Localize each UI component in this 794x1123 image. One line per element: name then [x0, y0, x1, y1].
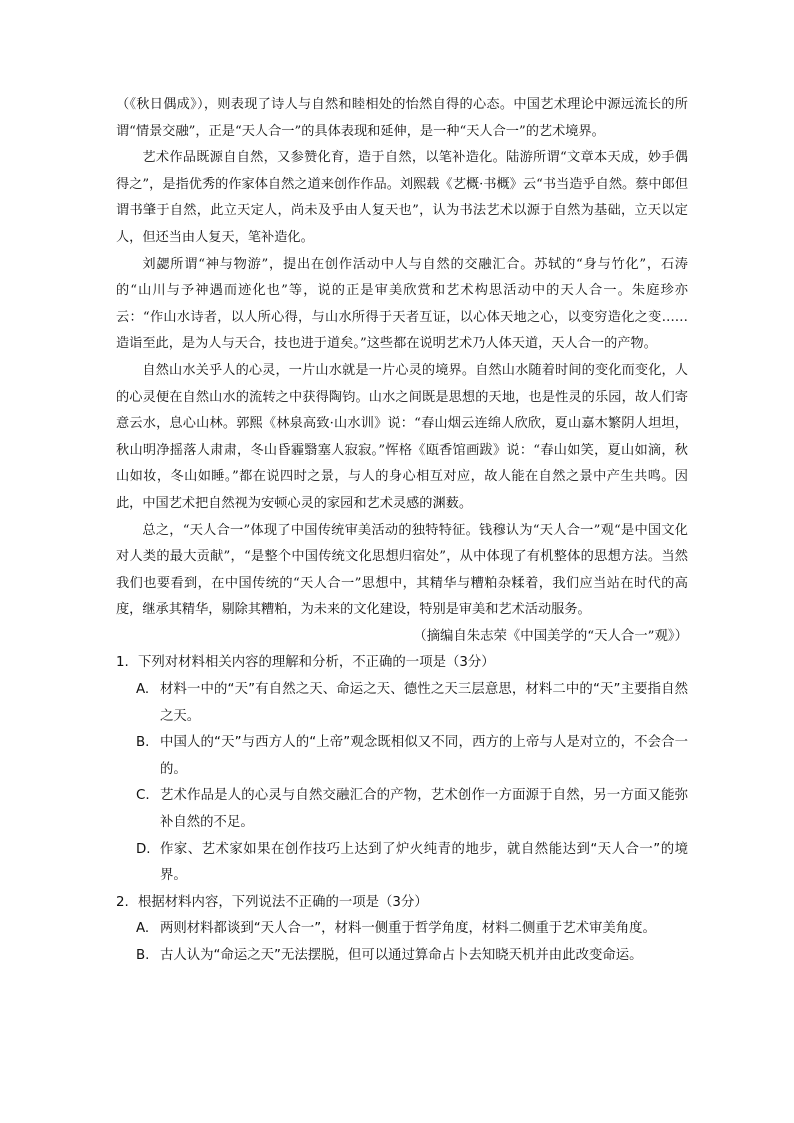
option-a	[116, 916, 688, 943]
option-text: 作家、艺术家如果在创作技巧上达到了炉火纯青的地步，就自然能达到“天人合一”的境界。	[160, 841, 688, 884]
option-letter: D.	[136, 841, 151, 857]
question-text: 下列对材料相关内容的理解和分析，不正确的一项是（3分）	[138, 655, 495, 671]
option-a	[116, 677, 688, 730]
passage-paragraph: 艺术作品既源自自然，又参赞化育，造于自然，以笔补造化。陆游所谓“文章本天成，妙手偶得之”，是指优秀的作家体自然之道来创作作品。刘熙载《艺概·书概》云“书当造乎自然。蔡中郎但谓书肇于自然，此立天定人，尚未及乎由人复天也”，认为书法艺术以源于自然为基础，立天以定人，但还当由人复天，笔补造化。	[116, 150, 688, 245]
option-letter: A.	[136, 682, 150, 698]
option-list	[116, 916, 688, 969]
option-d	[116, 837, 688, 890]
option-text: 中国人的“天”与西方人的“上帝”观念既相似又不同，西方的上帝与人是对立的，不会合一的。	[160, 735, 688, 777]
question-1	[116, 650, 688, 889]
option-text: 两则材料都谈到“天人合一”，材料一侧重于哲学角度，材料二侧重于艺术审美角度。	[160, 921, 656, 937]
option-letter: C.	[136, 788, 150, 804]
option-letter: A.	[136, 921, 150, 937]
option-list	[116, 677, 688, 890]
passage-paragraph: 自然山水关乎人的心灵，一片山水就是一片心灵的境界。自然山水随着时间的变化而变化，人的心灵便在自然山水的流转之中获得陶钧。山水之间既是思想的天地，也是性灵的乐园，故人们寄意云水，息心山林。郭熙《林泉高致·山水训》说：“春山烟云连绵人欣欣，夏山嘉木繁阴人坦坦，秋山明净摇落人肃肃，冬山昏霾翳塞人寂寂。”恽格《瓯香馆画跋》说：“春山如笑，夏山如滴，秋山如妆，冬山如睡。”都在说四时之景，与人的身心相互对应，故人能在自然之景中产生共鸣。因此，中国艺术把自然视为安顿心灵的家园和艺术灵感的渊薮。	[116, 362, 688, 511]
passage-paragraph: 刘勰所谓“神与物游”，提出在创作活动中人与自然的交融汇合。苏轼的“身与竹化”，石涛的“山川与予神遇而迹化也”等，说的正是审美欣赏和艺术构思活动中的天人合一。朱庭珍亦云：“作山水诗者，以人所心得，与山水所得于天者互证，以心体天地之心，以变穷造化之变……造诣至此，是为人与天合，技也进于道矣。”这些都在说明艺术乃人体天道，天人合一的产物。	[116, 256, 688, 352]
option-b	[116, 730, 688, 783]
question-text: 根据材料内容，下列说法不正确的一项是（3分）	[138, 894, 428, 910]
option-b	[116, 943, 688, 970]
reading-passage	[116, 92, 688, 650]
question-stem	[116, 890, 688, 917]
option-letter: B.	[136, 735, 150, 751]
option-letter: B.	[136, 948, 150, 963]
option-text: 材料一中的“天”有自然之天、命运之天、德性之天三层意思，材料二中的“天”主要指自然之天。	[160, 682, 688, 724]
option-text: 艺术作品是人的心灵与自然交融汇合的产物，艺术创作一方面源于自然，另一方面又能弥补自然的不足。	[160, 788, 688, 831]
question-number: 1.	[116, 655, 129, 671]
passage-source: （摘编自朱志荣《中国美学的“天人合一”观》）	[413, 628, 688, 644]
document-page	[116, 92, 688, 970]
question-stem	[116, 650, 688, 677]
question-number: 2.	[116, 894, 129, 910]
option-text: 古人认为“命运之天”无法摆脱，但可以通过算命占卜去知晓天机并由此改变命运。	[160, 948, 643, 963]
passage-paragraph: （《秋日偶成》），则表现了诗人与自然和睦相处的怡然自得的心态。中国艺术理论中源远流长的所谓“情景交融”，正是“天人合一”的具体表现和延伸，是一种“天人合一”的艺术境界。	[116, 97, 688, 139]
passage-paragraph: 总之，“天人合一”体现了中国传统审美活动的独特特征。钱穆认为“天人合一”观“是中国文化对人类的最大贡献”，“是整个中国传统文化思想归宿处”，从中体现了有机整体的思想方法。当然我们也要看到，在中国传统的“天人合一”思想中，其精华与糟粕杂糅着，我们应当站在时代的高度，继承其精华，剔除其糟粕，为未来的文化建设，特别是审美和艺术活动服务。	[116, 522, 688, 618]
option-c	[116, 783, 688, 836]
question-2	[116, 890, 688, 970]
